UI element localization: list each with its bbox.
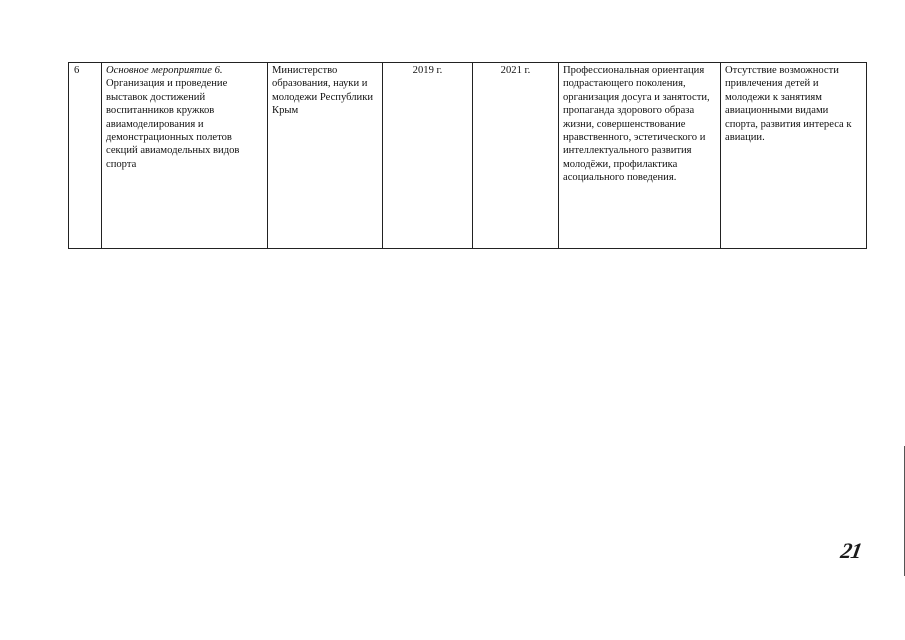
executor-cell: Министерство образования, науки и молодежи Республики Крым xyxy=(268,63,383,249)
end-year-cell: 2021 г. xyxy=(473,63,559,249)
event-description: Организация и проведение выставок достижений воспитанников кружков авиамоделирования и демонстрационных полетов секций авиамодельных видов спорта xyxy=(106,78,240,170)
table-row xyxy=(69,63,867,249)
event-cell xyxy=(102,63,268,249)
event-title: Основное мероприятие 6. xyxy=(106,65,223,76)
expected-result-cell: Профессиональная ориентация подрастающего поколения, организация досуга и занятости, пропаганда здорового образа жизни, совершенствование нравственного, эстетического и интеллектуального развития молодёжи, профилактика асоциального поведения. xyxy=(559,63,721,249)
program-table xyxy=(68,62,867,249)
consequences-cell: Отсутствие возможности привлечения детей и молодежи к занятиям авиационными видами спорта, развития интереса к авиации. xyxy=(721,63,867,249)
start-year-cell: 2019 г. xyxy=(383,63,473,249)
handwritten-page-number: 21 xyxy=(838,538,864,563)
row-number-cell: 6 xyxy=(69,63,102,249)
